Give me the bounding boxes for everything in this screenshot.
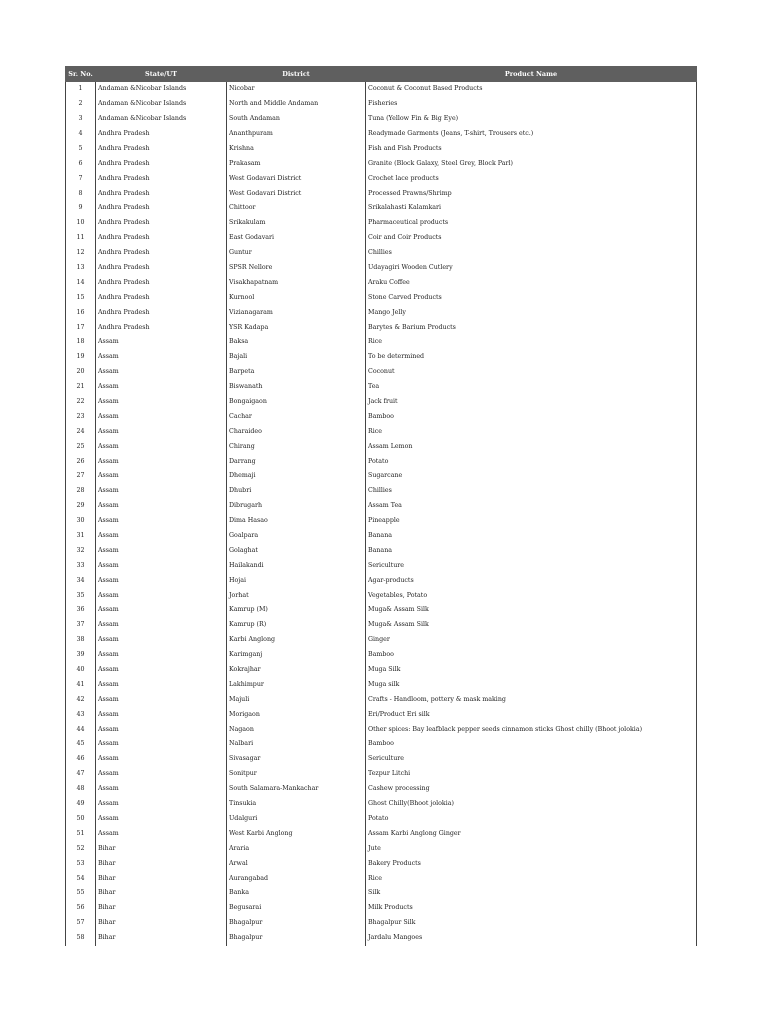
cell-state-ut: Assam xyxy=(96,797,227,812)
table-row xyxy=(66,841,697,856)
cell-sr-no: 2 xyxy=(66,97,96,112)
cell-district: Baksa xyxy=(227,335,366,350)
cell-product-name: Banana xyxy=(366,529,697,544)
cell-sr-no: 45 xyxy=(66,737,96,752)
cell-sr-no: 37 xyxy=(66,618,96,633)
cell-district: Dima Hasao xyxy=(227,514,366,529)
table-row xyxy=(66,365,697,380)
table-row xyxy=(66,201,697,216)
cell-product-name: Tuna (Yellow Fin & Big Eye) xyxy=(366,112,697,127)
cell-state-ut: Bihar xyxy=(96,931,227,946)
cell-product-name: Barytes & Barium Products xyxy=(366,320,697,335)
cell-state-ut: Assam xyxy=(96,350,227,365)
cell-sr-no: 9 xyxy=(66,201,96,216)
cell-district: South Andaman xyxy=(227,112,366,127)
table-row xyxy=(66,767,697,782)
cell-state-ut: Assam xyxy=(96,335,227,350)
cell-sr-no: 46 xyxy=(66,752,96,767)
table-row xyxy=(66,559,697,574)
table-row xyxy=(66,469,697,484)
table-row xyxy=(66,812,697,827)
table-row xyxy=(66,82,697,97)
cell-state-ut: Andaman &Nicobar Islands xyxy=(96,112,227,127)
table-row xyxy=(66,693,697,708)
table-row xyxy=(66,424,697,439)
cell-district: Kamrup (M) xyxy=(227,603,366,618)
cell-product-name: Readymade Garments (Jeans, T-shirt, Trousers etc.) xyxy=(366,127,697,142)
cell-district: East Godavari xyxy=(227,231,366,246)
cell-product-name: Pharmaceutical products xyxy=(366,216,697,231)
cell-district: Jorhat xyxy=(227,588,366,603)
cell-product-name: Jack fruit xyxy=(366,395,697,410)
header-district: District xyxy=(227,67,366,82)
table-row xyxy=(66,499,697,514)
cell-product-name: Muga Silk xyxy=(366,663,697,678)
cell-sr-no: 49 xyxy=(66,797,96,812)
cell-product-name: Coconut xyxy=(366,365,697,380)
cell-state-ut: Bihar xyxy=(96,871,227,886)
cell-product-name: Ginger xyxy=(366,633,697,648)
cell-sr-no: 24 xyxy=(66,424,96,439)
cell-state-ut: Andhra Pradesh xyxy=(96,186,227,201)
cell-product-name: To be determined xyxy=(366,350,697,365)
cell-sr-no: 38 xyxy=(66,633,96,648)
cell-product-name: Pineapple xyxy=(366,514,697,529)
cell-product-name: Tea xyxy=(366,380,697,395)
cell-district: Kurnool xyxy=(227,290,366,305)
cell-sr-no: 13 xyxy=(66,261,96,276)
cell-state-ut: Assam xyxy=(96,439,227,454)
table-row xyxy=(66,707,697,722)
table-row xyxy=(66,856,697,871)
cell-district: Nalbari xyxy=(227,737,366,752)
table-row xyxy=(66,827,697,842)
cell-sr-no: 34 xyxy=(66,573,96,588)
cell-district: Prakasam xyxy=(227,156,366,171)
cell-product-name: Bamboo xyxy=(366,737,697,752)
table-row xyxy=(66,588,697,603)
cell-state-ut: Assam xyxy=(96,737,227,752)
cell-product-name: Fish and Fish Products xyxy=(366,142,697,157)
cell-sr-no: 33 xyxy=(66,559,96,574)
cell-sr-no: 32 xyxy=(66,544,96,559)
cell-product-name: Silk xyxy=(366,886,697,901)
cell-sr-no: 54 xyxy=(66,871,96,886)
cell-state-ut: Andaman &Nicobar Islands xyxy=(96,82,227,97)
cell-district: Visakhapatnam xyxy=(227,276,366,291)
cell-sr-no: 55 xyxy=(66,886,96,901)
cell-state-ut: Bihar xyxy=(96,841,227,856)
cell-product-name: Coir and Coir Products xyxy=(366,231,697,246)
cell-district: West Karbi Anglong xyxy=(227,827,366,842)
cell-product-name: Eri/Product Eri silk xyxy=(366,707,697,722)
cell-sr-no: 5 xyxy=(66,142,96,157)
table-row xyxy=(66,886,697,901)
cell-state-ut: Assam xyxy=(96,410,227,425)
cell-district: Hojai xyxy=(227,573,366,588)
cell-product-name: Granite (Block Galaxy, Steel Grey, Block Parl) xyxy=(366,156,697,171)
cell-sr-no: 14 xyxy=(66,276,96,291)
table-row xyxy=(66,603,697,618)
cell-district: Hailakandi xyxy=(227,559,366,574)
cell-product-name: Fisheries xyxy=(366,97,697,112)
table-row xyxy=(66,648,697,663)
cell-product-name: Other spices: Bay leafblack pepper seeds cinnamon sticks Ghost chilly (Bhoot jolokia) xyxy=(366,722,697,737)
cell-district: Banka xyxy=(227,886,366,901)
cell-product-name: Assam Tea xyxy=(366,499,697,514)
cell-product-name: Rice xyxy=(366,871,697,886)
table-row xyxy=(66,663,697,678)
cell-state-ut: Assam xyxy=(96,782,227,797)
cell-sr-no: 50 xyxy=(66,812,96,827)
cell-state-ut: Bihar xyxy=(96,856,227,871)
cell-state-ut: Andhra Pradesh xyxy=(96,261,227,276)
cell-district: Udalguri xyxy=(227,812,366,827)
cell-sr-no: 28 xyxy=(66,484,96,499)
cell-district: Bhagalpur xyxy=(227,931,366,946)
cell-district: Chirang xyxy=(227,439,366,454)
cell-sr-no: 51 xyxy=(66,827,96,842)
cell-product-name: Potato xyxy=(366,812,697,827)
cell-state-ut: Assam xyxy=(96,693,227,708)
cell-district: Dibrugarh xyxy=(227,499,366,514)
cell-district: Bajali xyxy=(227,350,366,365)
table-row xyxy=(66,573,697,588)
cell-state-ut: Assam xyxy=(96,514,227,529)
table-row xyxy=(66,320,697,335)
cell-sr-no: 43 xyxy=(66,707,96,722)
cell-district: Cachar xyxy=(227,410,366,425)
cell-product-name: Bamboo xyxy=(366,410,697,425)
cell-district: North and Middle Andaman xyxy=(227,97,366,112)
table-row xyxy=(66,142,697,157)
cell-product-name: Potato xyxy=(366,454,697,469)
table-row xyxy=(66,246,697,261)
cell-sr-no: 8 xyxy=(66,186,96,201)
cell-state-ut: Assam xyxy=(96,648,227,663)
cell-product-name: Chillies xyxy=(366,246,697,261)
cell-district: Sivasagar xyxy=(227,752,366,767)
cell-state-ut: Assam xyxy=(96,827,227,842)
table-row xyxy=(66,290,697,305)
cell-sr-no: 44 xyxy=(66,722,96,737)
cell-district: Lakhimpur xyxy=(227,678,366,693)
table-row xyxy=(66,231,697,246)
cell-sr-no: 39 xyxy=(66,648,96,663)
cell-district: Dhemaji xyxy=(227,469,366,484)
header-product-name: Product Name xyxy=(366,67,697,82)
table-row xyxy=(66,127,697,142)
cell-district: Srikakulam xyxy=(227,216,366,231)
cell-product-name: Sericulture xyxy=(366,559,697,574)
cell-district: Goalpara xyxy=(227,529,366,544)
cell-product-name: Agar-products xyxy=(366,573,697,588)
cell-product-name: Mango Jelly xyxy=(366,305,697,320)
table-row xyxy=(66,901,697,916)
table-row xyxy=(66,782,697,797)
cell-state-ut: Andhra Pradesh xyxy=(96,305,227,320)
table-row xyxy=(66,484,697,499)
cell-sr-no: 16 xyxy=(66,305,96,320)
cell-product-name: Banana xyxy=(366,544,697,559)
cell-product-name: Processed Prawns/Shrimp xyxy=(366,186,697,201)
table-body xyxy=(66,82,697,946)
cell-state-ut: Assam xyxy=(96,469,227,484)
cell-sr-no: 41 xyxy=(66,678,96,693)
cell-state-ut: Assam xyxy=(96,573,227,588)
cell-product-name: Ghost Chilly(Bhoot jolokia) xyxy=(366,797,697,812)
table-row xyxy=(66,261,697,276)
table-row xyxy=(66,216,697,231)
cell-sr-no: 4 xyxy=(66,127,96,142)
cell-district: Sonitpur xyxy=(227,767,366,782)
cell-sr-no: 7 xyxy=(66,171,96,186)
cell-district: Morigaon xyxy=(227,707,366,722)
cell-sr-no: 20 xyxy=(66,365,96,380)
cell-district: Bhagalpur xyxy=(227,916,366,931)
cell-product-name: Sugarcane xyxy=(366,469,697,484)
cell-state-ut: Andhra Pradesh xyxy=(96,201,227,216)
cell-sr-no: 42 xyxy=(66,693,96,708)
cell-product-name: Udayagiri Wooden Cutlery xyxy=(366,261,697,276)
table-row xyxy=(66,410,697,425)
cell-product-name: Assam Karbi Anglong Ginger xyxy=(366,827,697,842)
cell-district: Dhubri xyxy=(227,484,366,499)
cell-district: Vizianagaram xyxy=(227,305,366,320)
cell-state-ut: Assam xyxy=(96,395,227,410)
table-row xyxy=(66,454,697,469)
cell-sr-no: 17 xyxy=(66,320,96,335)
cell-sr-no: 56 xyxy=(66,901,96,916)
cell-sr-no: 48 xyxy=(66,782,96,797)
cell-district: Arwal xyxy=(227,856,366,871)
cell-state-ut: Bihar xyxy=(96,901,227,916)
cell-product-name: Jute xyxy=(366,841,697,856)
cell-product-name: Vegetables, Potato xyxy=(366,588,697,603)
cell-product-name: Tezpur Litchi xyxy=(366,767,697,782)
cell-product-name: Coconut & Coconut Based Products xyxy=(366,82,697,97)
cell-state-ut: Assam xyxy=(96,529,227,544)
cell-district: Aurangabad xyxy=(227,871,366,886)
cell-district: Kokrajhar xyxy=(227,663,366,678)
cell-sr-no: 52 xyxy=(66,841,96,856)
table-row xyxy=(66,678,697,693)
cell-district: West Godavari District xyxy=(227,171,366,186)
cell-product-name: Araku Coffee xyxy=(366,276,697,291)
cell-district: Karimganj xyxy=(227,648,366,663)
cell-state-ut: Andhra Pradesh xyxy=(96,246,227,261)
cell-product-name: Rice xyxy=(366,335,697,350)
table-row xyxy=(66,752,697,767)
table-row xyxy=(66,305,697,320)
cell-product-name: Assam Lemon xyxy=(366,439,697,454)
cell-sr-no: 35 xyxy=(66,588,96,603)
table-row xyxy=(66,722,697,737)
cell-product-name: Bakery Products xyxy=(366,856,697,871)
cell-state-ut: Assam xyxy=(96,484,227,499)
district-products-table-container xyxy=(65,66,696,946)
cell-district: Karbi Anglong xyxy=(227,633,366,648)
cell-state-ut: Assam xyxy=(96,454,227,469)
cell-state-ut: Andhra Pradesh xyxy=(96,320,227,335)
cell-sr-no: 18 xyxy=(66,335,96,350)
cell-product-name: Stone Carved Products xyxy=(366,290,697,305)
cell-state-ut: Assam xyxy=(96,707,227,722)
cell-district: Ananthpuram xyxy=(227,127,366,142)
cell-sr-no: 31 xyxy=(66,529,96,544)
cell-state-ut: Andhra Pradesh xyxy=(96,290,227,305)
cell-sr-no: 15 xyxy=(66,290,96,305)
cell-state-ut: Andhra Pradesh xyxy=(96,216,227,231)
cell-sr-no: 22 xyxy=(66,395,96,410)
table-row xyxy=(66,276,697,291)
table-row xyxy=(66,916,697,931)
table-row xyxy=(66,618,697,633)
cell-sr-no: 27 xyxy=(66,469,96,484)
cell-district: Bongaigaon xyxy=(227,395,366,410)
cell-state-ut: Andhra Pradesh xyxy=(96,171,227,186)
header-state-ut: State/UT xyxy=(96,67,227,82)
cell-sr-no: 30 xyxy=(66,514,96,529)
table-row xyxy=(66,156,697,171)
cell-sr-no: 25 xyxy=(66,439,96,454)
table-row xyxy=(66,544,697,559)
cell-sr-no: 1 xyxy=(66,82,96,97)
cell-district: Nicobar xyxy=(227,82,366,97)
cell-district: Darrang xyxy=(227,454,366,469)
table-row xyxy=(66,335,697,350)
cell-state-ut: Andhra Pradesh xyxy=(96,156,227,171)
header-sr-no: Sr. No. xyxy=(66,67,96,82)
cell-district: Krishna xyxy=(227,142,366,157)
table-row xyxy=(66,871,697,886)
cell-product-name: Jardalu Mangoes xyxy=(366,931,697,946)
cell-sr-no: 36 xyxy=(66,603,96,618)
cell-district: West Godavari District xyxy=(227,186,366,201)
cell-state-ut: Andhra Pradesh xyxy=(96,127,227,142)
cell-state-ut: Andhra Pradesh xyxy=(96,276,227,291)
cell-state-ut: Assam xyxy=(96,767,227,782)
cell-state-ut: Assam xyxy=(96,365,227,380)
cell-product-name: Crafts - Handloom, pottery & mask making xyxy=(366,693,697,708)
cell-state-ut: Andhra Pradesh xyxy=(96,142,227,157)
cell-district: Biswanath xyxy=(227,380,366,395)
cell-state-ut: Assam xyxy=(96,588,227,603)
cell-district: SPSR Nellore xyxy=(227,261,366,276)
cell-state-ut: Assam xyxy=(96,559,227,574)
table-row xyxy=(66,112,697,127)
cell-state-ut: Assam xyxy=(96,678,227,693)
cell-sr-no: 29 xyxy=(66,499,96,514)
cell-product-name: Rice xyxy=(366,424,697,439)
cell-sr-no: 57 xyxy=(66,916,96,931)
cell-sr-no: 6 xyxy=(66,156,96,171)
table-header-row xyxy=(66,67,697,82)
cell-product-name: Sericulture xyxy=(366,752,697,767)
cell-district: Barpeta xyxy=(227,365,366,380)
cell-district: Guntur xyxy=(227,246,366,261)
table-row xyxy=(66,97,697,112)
cell-product-name: Cashew processing xyxy=(366,782,697,797)
table-row xyxy=(66,633,697,648)
cell-product-name: Muga& Assam Silk xyxy=(366,603,697,618)
cell-district: Nagaon xyxy=(227,722,366,737)
cell-state-ut: Andhra Pradesh xyxy=(96,231,227,246)
cell-state-ut: Assam xyxy=(96,722,227,737)
cell-state-ut: Assam xyxy=(96,812,227,827)
cell-state-ut: Assam xyxy=(96,603,227,618)
table-row xyxy=(66,350,697,365)
cell-state-ut: Assam xyxy=(96,380,227,395)
cell-sr-no: 40 xyxy=(66,663,96,678)
cell-product-name: Milk Products xyxy=(366,901,697,916)
cell-district: South Salamara-Mankachar xyxy=(227,782,366,797)
table-row xyxy=(66,797,697,812)
table-row xyxy=(66,380,697,395)
cell-district: Chittoor xyxy=(227,201,366,216)
cell-sr-no: 19 xyxy=(66,350,96,365)
cell-state-ut: Bihar xyxy=(96,916,227,931)
cell-district: Majuli xyxy=(227,693,366,708)
table-row xyxy=(66,186,697,201)
cell-sr-no: 11 xyxy=(66,231,96,246)
cell-sr-no: 23 xyxy=(66,410,96,425)
cell-state-ut: Assam xyxy=(96,663,227,678)
cell-product-name: Crochet lace products xyxy=(366,171,697,186)
cell-sr-no: 10 xyxy=(66,216,96,231)
cell-state-ut: Assam xyxy=(96,499,227,514)
cell-product-name: Srikalahasti Kalamkari xyxy=(366,201,697,216)
cell-district: Begusarai xyxy=(227,901,366,916)
cell-sr-no: 53 xyxy=(66,856,96,871)
cell-product-name: Muga silk xyxy=(366,678,697,693)
cell-state-ut: Assam xyxy=(96,544,227,559)
cell-district: Araria xyxy=(227,841,366,856)
cell-state-ut: Assam xyxy=(96,618,227,633)
cell-state-ut: Assam xyxy=(96,633,227,648)
table-row xyxy=(66,395,697,410)
table-row xyxy=(66,931,697,946)
cell-district: Golaghat xyxy=(227,544,366,559)
cell-state-ut: Andaman &Nicobar Islands xyxy=(96,97,227,112)
cell-district: Tinsukia xyxy=(227,797,366,812)
cell-state-ut: Assam xyxy=(96,424,227,439)
cell-sr-no: 47 xyxy=(66,767,96,782)
district-products-table xyxy=(65,66,697,946)
cell-state-ut: Bihar xyxy=(96,886,227,901)
table-row xyxy=(66,737,697,752)
cell-sr-no: 26 xyxy=(66,454,96,469)
cell-sr-no: 12 xyxy=(66,246,96,261)
cell-state-ut: Assam xyxy=(96,752,227,767)
cell-product-name: Bhagalpur Silk xyxy=(366,916,697,931)
cell-sr-no: 58 xyxy=(66,931,96,946)
table-row xyxy=(66,171,697,186)
cell-sr-no: 21 xyxy=(66,380,96,395)
cell-product-name: Bamboo xyxy=(366,648,697,663)
cell-district: Charaideo xyxy=(227,424,366,439)
table-row xyxy=(66,439,697,454)
cell-product-name: Chillies xyxy=(366,484,697,499)
cell-product-name: Muga& Assam Silk xyxy=(366,618,697,633)
table-row xyxy=(66,514,697,529)
cell-district: Kamrup (R) xyxy=(227,618,366,633)
cell-sr-no: 3 xyxy=(66,112,96,127)
table-row xyxy=(66,529,697,544)
cell-district: YSR Kadapa xyxy=(227,320,366,335)
